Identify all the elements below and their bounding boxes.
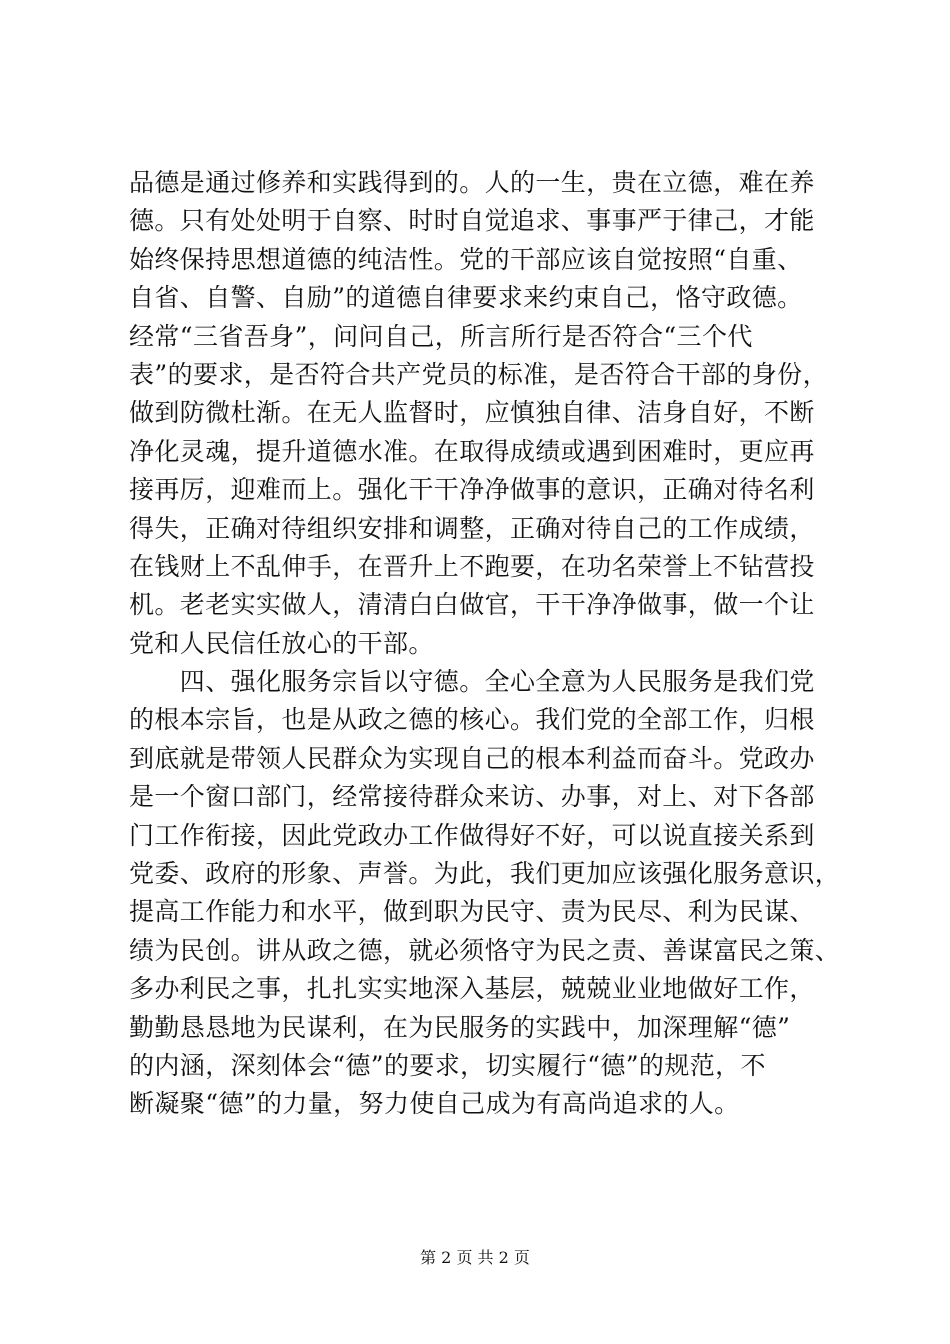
text-line: 党委、政府的形象、声誉。为此，我们更加应该强化服务意识，: [129, 859, 841, 889]
page-number-footer: 第 2 页 共 2 页: [420, 1248, 530, 1267]
text-line: 接再厉，迎难而上。强化干干净净做事的意识，正确对待名利: [129, 475, 815, 505]
text-line: 表”的要求，是否符合共产党员的标准，是否符合干部的身份，: [129, 359, 828, 389]
text-line: 做到防微杜渐。在无人监督时，应慎独自律、洁身自好，不断: [129, 398, 815, 428]
text-line: 自省、自警、自励”的道德自律要求来约束自己，恪守政德。: [129, 283, 803, 313]
text-line: 始终保持思想道德的纯洁性。党的干部应该自觉按照“自重、: [129, 244, 803, 274]
text-line: 是一个窗口部门，经常接待群众来访、办事，对上、对下各部: [129, 782, 815, 812]
text-line: 德。只有处处明于自察、时时自觉追求、事事严于律己，才能: [129, 206, 815, 236]
text-line: 四、强化服务宗旨以守德。全心全意为人民服务是我们党: [129, 667, 815, 697]
text-line: 多办利民之事，扎扎实实地深入基层，兢兢业业地做好工作，: [129, 974, 815, 1004]
text-line: 得失，正确对待组织安排和调整，正确对待自己的工作成绩，: [129, 513, 815, 543]
body-text: [129, 164, 841, 1124]
text-line: 的根本宗旨，也是从政之德的核心。我们党的全部工作，归根: [129, 705, 815, 735]
text-line: 的内涵，深刻体会“德”的要求，切实履行“德”的规范，不: [129, 1050, 766, 1080]
text-line: 到底就是带领人民群众为实现自己的根本利益而奋斗。党政办: [129, 743, 815, 773]
text-line: 门工作衔接，因此党政办工作做得好不好，可以说直接关系到: [129, 820, 815, 850]
text-line: 净化灵魂，提升道德水准。在取得成绩或遇到困难时，更应再: [129, 436, 815, 466]
text-line: 经常“三省吾身”，问问自己，所言所行是否符合“三个代: [129, 321, 753, 351]
text-line: 勤勤恳恳地为民谋利，在为民服务的实践中，加深理解“德”: [129, 1012, 791, 1042]
text-line: 断凝聚“德”的力量，努力使自己成为有高尚追求的人。: [129, 1089, 740, 1119]
text-line: 提高工作能力和水平，做到职为民守、责为民尽、利为民谋、: [129, 897, 815, 927]
text-line: 在钱财上不乱伸手，在晋升上不跑要，在功名荣誉上不钻营投: [129, 551, 815, 581]
text-line: 品德是通过修养和实践得到的。人的一生，贵在立德，难在养: [129, 168, 815, 197]
text-line: 机。老老实实做人，清清白白做官，干干净净做事，做一个让: [129, 590, 815, 620]
text-line: 绩为民创。讲从政之德，就必须恪守为民之责、善谋富民之策、: [129, 935, 841, 965]
text-line: 党和人民信任放心的干部。: [129, 628, 434, 658]
